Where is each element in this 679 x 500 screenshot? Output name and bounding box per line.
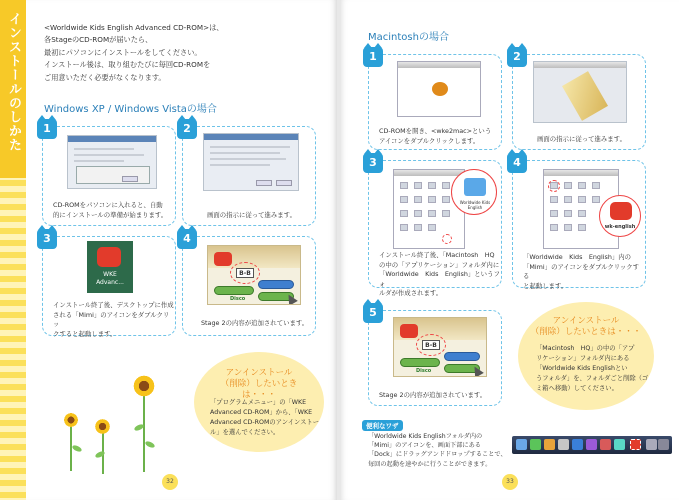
- mimi-icon: [610, 202, 632, 220]
- mac-step-2: [512, 50, 646, 150]
- step-number-badge: 4: [507, 153, 527, 173]
- step-number-badge: 5: [363, 303, 383, 323]
- mac-step-1: [368, 50, 502, 150]
- tip-text: 「Worldwide Kids Englishフォルダ内の 「Mimi」のアイコンを、画面下部にある 「Dock」にドラッグアンドドロップすることで、 毎回の起動を速やかに行うことができます。: [368, 433, 507, 468]
- app-icon: [530, 439, 541, 450]
- step-number-badge: 3: [363, 153, 383, 173]
- app-icon: [586, 439, 597, 450]
- autoplay-screenshot: [67, 135, 157, 189]
- left-page: [0, 0, 337, 500]
- step-number-badge: 2: [177, 119, 197, 139]
- page-number: 32: [162, 474, 178, 490]
- side-title: インストールのしかた: [6, 12, 21, 152]
- app-icon: [572, 439, 583, 450]
- tip-label: 便利なワザ: [362, 420, 403, 431]
- step-number-badge: 1: [37, 119, 57, 139]
- right-page: [340, 0, 679, 500]
- intro-text: <Worldwide Kids English Advanced CD-ROM>は、 各StageのCD-ROMが届いたら、 最初にパソコンにインストールをしてください。 インストール後は、取り組むたびに毎回CD-ROMを ご用意いただく必要がなくなります。: [44, 23, 224, 82]
- mac-step-5: [368, 306, 502, 406]
- page-number: 33: [502, 474, 518, 490]
- windows-section-title: Windows XP / Windows Vistaの場合: [44, 104, 217, 115]
- step-text: Stage 2の内容が追加されています。: [379, 391, 487, 399]
- mimi-icon: [214, 252, 232, 266]
- step-number-badge: 2: [507, 47, 527, 67]
- mac-step-4: [512, 156, 646, 290]
- mac-section-title: Macintoshの場合: [368, 32, 449, 43]
- step-text: Stage 2の内容が追加されています。: [201, 319, 309, 327]
- step-text: 「Worldwide Kids English」内の 「Mimi」のアイコンをダブルクリックする と起動します。: [523, 253, 640, 290]
- app-icon: [600, 439, 611, 450]
- win-step-2: [182, 122, 316, 226]
- app-icon: [558, 439, 569, 450]
- mimi-icon: [630, 439, 641, 450]
- step-number-badge: 4: [177, 229, 197, 249]
- win-step-3: [42, 232, 176, 338]
- win-step-4: [182, 232, 316, 336]
- mac-installer-screenshot: [533, 61, 627, 123]
- step-text: 画面の指示に従って進みます。: [537, 135, 626, 143]
- uninstall-title: アンインストール （削除）したいときは・・・: [530, 316, 642, 337]
- folder-icon: [464, 178, 486, 196]
- step-text: インストール終了後、「Macintosh HQ の中の「アプリケーション」フォルダ内に 「Worldwide Kids English」というフォ ルダが作成されます。: [379, 251, 500, 297]
- step-number-badge: 3: [37, 229, 57, 249]
- step-text: CD-ROMをパソコンに入れると、自動 的にインストールの準備が始まります。: [53, 201, 168, 219]
- mimi-icon: [97, 247, 121, 267]
- stage-splash-screenshot: B-B Disco: [393, 317, 487, 377]
- step-text: 画面の指示に従って進みます。: [207, 211, 296, 219]
- win-step-1: [42, 122, 176, 226]
- folder-callout: Worldwide Kids English: [451, 169, 497, 215]
- uninstall-text: 「Macintosh HQ」の中の「アプ リケーション」フォルダ内にある 「Worldwide Kids Englishとい うフォルダ」を、フォルダごと削除（ゴ ミ箱へ移動）してください。: [536, 345, 649, 392]
- uninstall-text: 「プログラムメニュー」の「WKE Advanced CD-ROM」から、「WKE Advanced CD-ROMのアンインストー ル」を選んでください。: [210, 399, 320, 436]
- dock-screenshot: [512, 436, 672, 454]
- step-text: CD-ROMを開き、<wke2mac>という アイコンをダブルクリックします。: [379, 127, 492, 145]
- desktop-icon-screenshot: WKE Advanc...: [87, 241, 133, 293]
- mimi-callout: wk-english: [599, 195, 641, 237]
- trash-icon: [658, 439, 669, 450]
- mac-step-3: [368, 156, 502, 297]
- mimi-icon: [400, 324, 418, 338]
- app-icon: [646, 439, 657, 450]
- cd-window-screenshot: [397, 61, 481, 117]
- app-icon: [614, 439, 625, 450]
- installer-pencil-icon: [562, 71, 608, 121]
- stage-splash-screenshot: B-B Disco: [207, 245, 301, 305]
- step-number-badge: 1: [363, 47, 383, 67]
- installer-screenshot: [203, 133, 299, 191]
- step-text: インストール終了後、デスクトップに作成 される「Mimi」のアイコンをダブルクリッ クすると起動します。: [53, 301, 174, 338]
- finder-icon: [516, 439, 527, 450]
- installer-icon: [432, 82, 448, 96]
- app-icon: [544, 439, 555, 450]
- uninstall-title: アンインストール （削除）したいときは・・・: [220, 368, 298, 400]
